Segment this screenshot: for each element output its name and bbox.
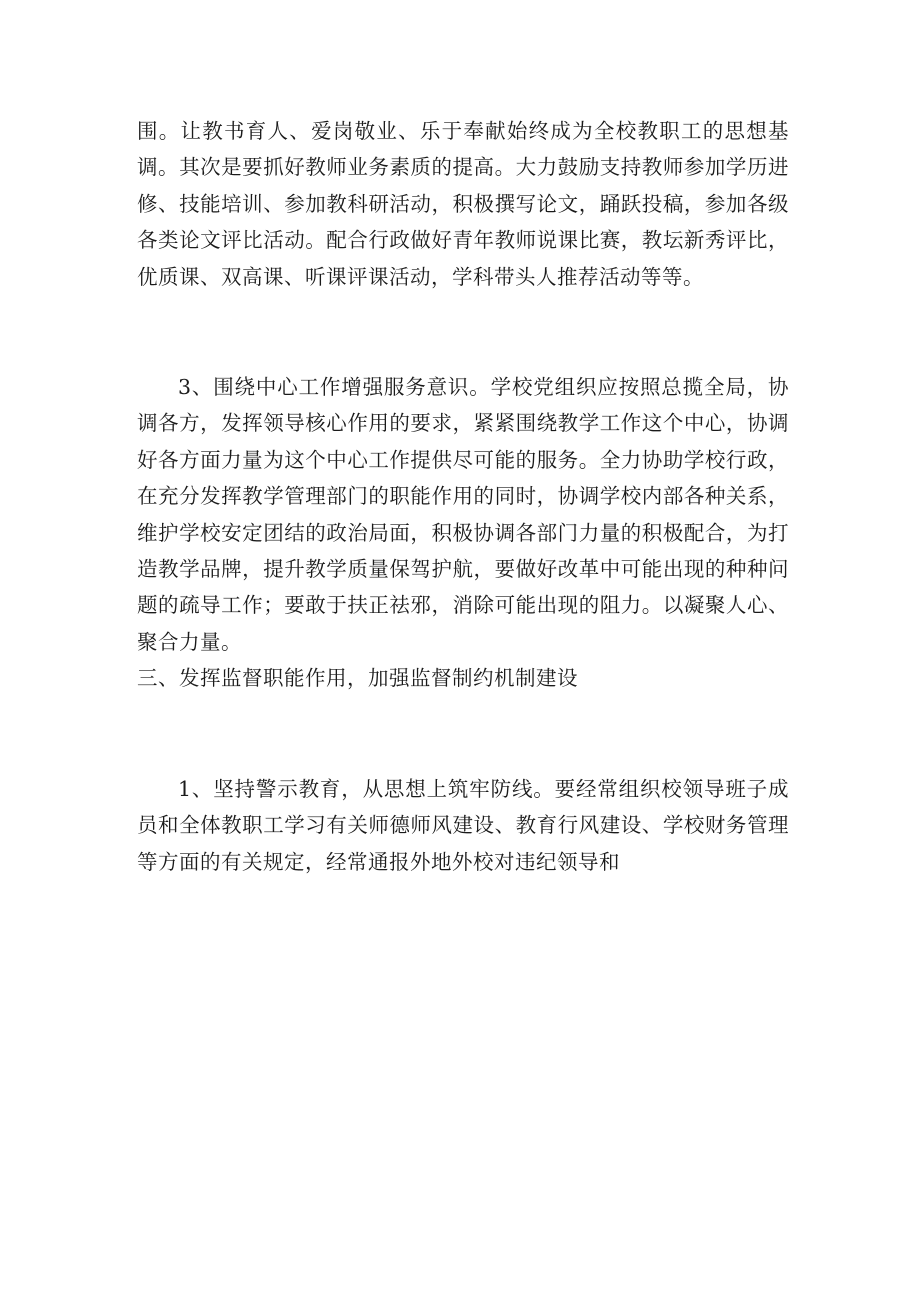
- paragraph-continuation: 围。让教书育人、爱岗敬业、乐于奉献始终成为全校教职工的思想基调。其次是要抓好教师业务素质的提高。大力鼓励支持教师参加学历进修、技能培训、参加教科研活动，积极撰写论文，踊跃投稿，参加各级各类论文评比活动。配合行政做好青年教师说课比赛，教坛新秀评比，优质课、双高课、听课评课活动，学科带头人推荐活动等等。: [137, 119, 789, 289]
- document-page: [137, 113, 789, 880]
- paragraph-warning-education: 1、坚持警示教育，从思想上筑牢防线。要经常组织校领导班子成员和全体教职工学习有关师德师风建设、教育行风建设、学校财务管理等方面的有关规定，经常通报外地外校对违纪领导和: [137, 776, 789, 874]
- section-heading: 三、发挥监督职能作用，加强监督制约机制建设: [137, 666, 578, 691]
- paragraph-service-awareness: 3、围绕中心工作增强服务意识。学校党组织应按照总揽全局，协调各方，发挥领导核心作用的要求，紧紧围绕教学工作这个中心，协调好各方面力量为这个中心工作提供尽可能的服务。全力协助学校行政，在充分发挥教学管理部门的职能作用的同时，协调学校内部各种关系，维护学校安定团结的政治局面，积极协调各部门力量的积极配合，为打造教学品牌，提升教学质量保驾护航，要做好改革中可能出现的种种问题的疏导工作；要敢于扶正祛邪，消除可能出现的阻力。以凝聚人心、聚合力量。: [137, 375, 789, 654]
